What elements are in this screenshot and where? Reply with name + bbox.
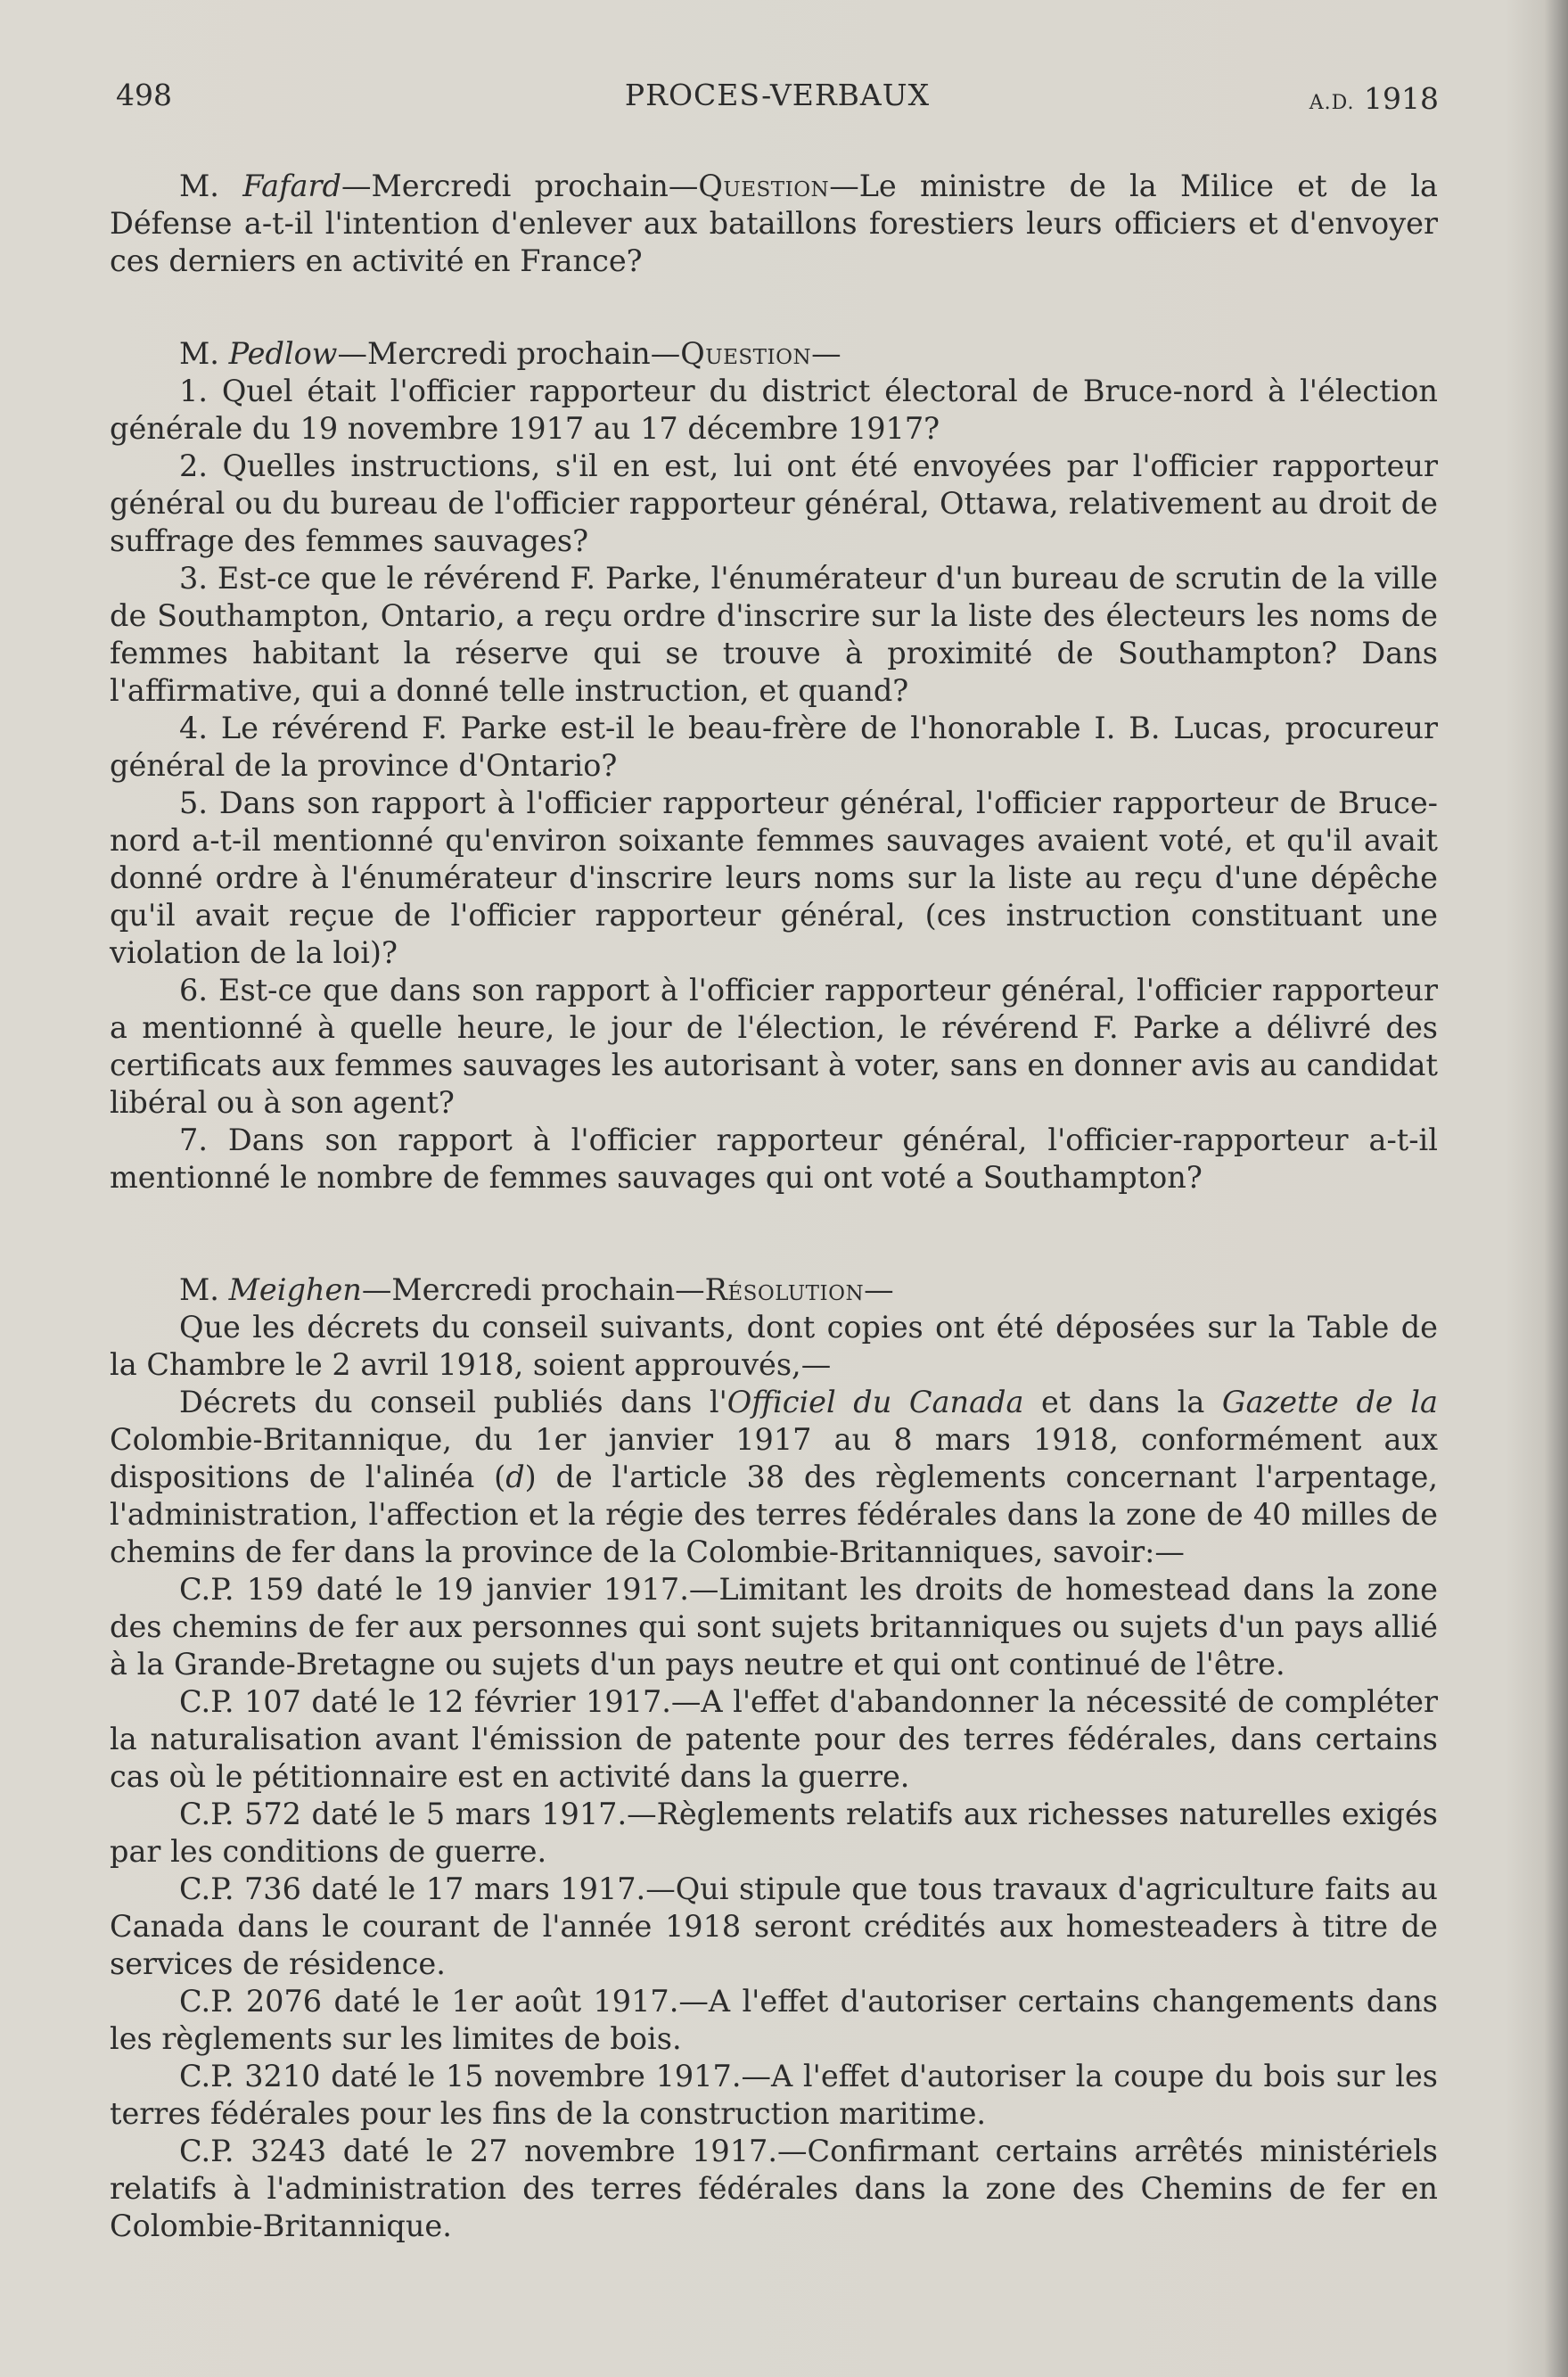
pedlow-question-7: 7. Dans son rapport à l'officier rapporteur général, l'officier-rapporteur a-t-il mentionné le nombre de femmes sauvages qui ont voté a Southampton? (110, 1123, 1438, 1195)
question-text: Le ministre de la Milice et de la Défense a-t-il l'intention d'enlever aux bataillons forestiers leurs officiers et d'envoyer ces derniers en activité en France? (110, 169, 1438, 278)
speaker-prefix: M. (179, 169, 243, 203)
order-in-council: C.P. 572 daté le 5 mars 1917.—Règlements relatifs aux richesses naturelles exigés par les conditions de guerre. (110, 1797, 1438, 1869)
speaker-prefix: M. (179, 1272, 229, 1307)
page-header (116, 73, 1439, 118)
year-label (1309, 77, 1439, 126)
pedlow-question-1: 1. Quel était l'officier rapporteur du district électoral de Bruce-nord à l'élection générale du 19 novembre 1917 au 17 décembre 1917? (110, 374, 1438, 446)
year-value: 1918 (1364, 81, 1439, 116)
order-in-council: C.P. 2076 daté le 1er août 1917.—A l'effet d'autoriser certains changements dans les règlements sur les limites de bois. (110, 1984, 1438, 2056)
running-title: PROCES-VERBAUX (624, 78, 931, 112)
order-in-council: C.P. 736 daté le 17 mars 1917.—Qui stipule que tous travaux d'agriculture faits au Canada dans le courant de l'année 1918 seront crédités aux homesteaders à titre de services de résidence. (110, 1871, 1438, 1981)
pedlow-question-2: 2. Quelles instructions, s'il en est, lui ont été envoyées par l'officier rapporteur général ou du bureau de l'officier rapporteur général, Ottawa, relativement au droit de suffrage des femmes sauvages? (110, 448, 1438, 558)
dash: — (811, 336, 841, 371)
order-in-council: C.P. 159 daté le 19 janvier 1917.—Limitant les droits de homestead dans la zone des chemins de fer aux personnes qui sont sujets britanniques ou sujets d'un pays allié à la Grande-Bretagne ou sujets d'un pays neutre et qui ont continué de l'être. (110, 1572, 1438, 1682)
decrees-text: ) de l'article 38 des règlements concernant l'arpentage, l'administration, l'affection et la régie des terres fédérales dans la zone de 40 milles de chemins de fer dans la province de la Colombie-Britanniques, savoir:— (110, 1460, 1438, 1569)
order-in-council: C.P. 107 daté le 12 février 1917.—A l'effet d'abandonner la nécessité de compléter la naturalisation avant l'émission de patente pour des terres fédérales, dans certains cas où le pétitionnaire est en activité dans la guerre. (110, 1684, 1438, 1794)
member-name: Pedlow (228, 336, 338, 371)
publication-name: Gazette de la (1221, 1385, 1438, 1419)
year-prefix: A.D. (1309, 92, 1355, 114)
order-in-council: C.P. 3243 daté le 27 novembre 1917.—Confirmant certains arrêtés ministériels relatifs à l'administration des terres fédérales dans la zone des Chemins de fer en Colombie-Britannique. (110, 2134, 1438, 2243)
notice-kind: Question (680, 336, 812, 371)
pedlow-heading (110, 335, 1438, 373)
pedlow-question-6: 6. Est-ce que dans son rapport à l'officier rapporteur général, l'officier rapporteur a mentionné à quelle heure, le jour de l'élection, le révérend F. Parke a délivré des certificats aux femmes sauvages les autorisant à voter, sans en donner avis au candidat libéral ou à son agent? (110, 973, 1438, 1120)
member-name: Fafard (242, 169, 341, 203)
speaker-prefix: M. (179, 336, 229, 371)
clause-letter: d (505, 1460, 525, 1494)
dash: — (864, 1272, 894, 1307)
decrees-text: Colombie-Britannique, du 1er janvier 1917 au 8 mars 1918, conformément aux dispositions de l'alinéa ( (110, 1422, 1438, 1494)
pedlow-question-5: 5. Dans son rapport à l'officier rapporteur général, l'officier rapporteur de Bruce-nord a-t-il mentionné qu'environ soixante femmes sauvages avaient voté, et qu'il avait donné ordre à l'énumérateur d'inscrire leurs noms sur la liste au reçu d'une dépêche qu'il avait reçue de l'officier rapporteur général, (ces instruction constituant une violation de la loi)? (110, 785, 1438, 970)
publication-name: Officiel du Canada (727, 1385, 1024, 1419)
notice-when: —Mercredi prochain— (337, 336, 681, 371)
member-name: Meighen (228, 1272, 362, 1307)
dash: — (829, 169, 859, 203)
notice-when: —Mercredi prochain— (341, 169, 699, 203)
order-in-council: C.P. 3210 daté le 15 novembre 1917.—A l'effet d'autoriser la coupe du bois sur les terres fédérales pour les fins de la construction maritime. (110, 2059, 1438, 2131)
decrees-paragraph (110, 1384, 1438, 1571)
pedlow-question-3: 3. Est-ce que le révérend F. Parke, l'énumérateur d'un bureau de scrutin de la ville de Southampton, Ontario, a reçu ordre d'inscrire sur la liste des électeurs les noms de femmes habitant la réserve qui se trouve à proximité de Southampton? Dans l'affirmative, qui a donné telle instruction, et quand? (110, 561, 1438, 708)
notice-kind: Question (698, 169, 830, 203)
decrees-text: et dans la (1023, 1385, 1222, 1419)
notice-kind: Résolution (704, 1272, 865, 1307)
meighen-heading (110, 1271, 1438, 1309)
decrees-text: Décrets du conseil publiés dans l' (179, 1385, 727, 1419)
page-body (110, 168, 1438, 2245)
fafard-question (110, 168, 1438, 280)
notice-when: —Mercredi prochain— (361, 1272, 705, 1307)
page-number: 498 (116, 78, 172, 112)
pedlow-question-4: 4. Le révérend F. Parke est-il le beau-frère de l'honorable I. B. Lucas, procureur général de la province d'Ontario? (110, 711, 1438, 783)
resolution-intro: Que les décrets du conseil suivants, dont copies ont été déposées sur la Table de la Chambre le 2 avril 1918, soient approuvés,— (110, 1310, 1438, 1382)
